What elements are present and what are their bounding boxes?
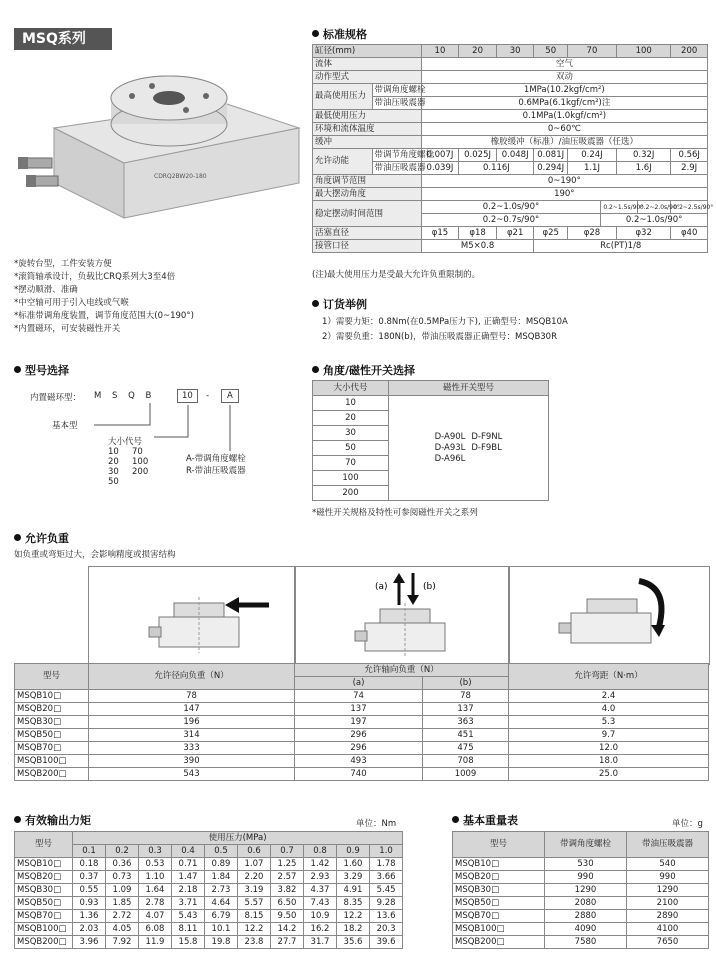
feature-item: *滚筒轴承设计，负载比CRQ系列大3至4倍 bbox=[14, 272, 176, 282]
axial-load-diagram bbox=[294, 566, 510, 665]
torque-cell: 1.36 bbox=[73, 910, 106, 923]
bore-cell: 200 bbox=[671, 45, 708, 58]
spec-value: φ25 bbox=[534, 227, 567, 240]
torque-cell: 31.7 bbox=[304, 936, 337, 949]
spec-value: 空气 bbox=[421, 58, 707, 71]
size-list-1: 10 20 30 50 bbox=[108, 447, 119, 487]
model-cell: MSQB20□ bbox=[15, 871, 73, 884]
spec-value: φ18 bbox=[459, 227, 497, 240]
torque-cell: 0.93 bbox=[73, 897, 106, 910]
torque-cell: 2.72 bbox=[106, 910, 139, 923]
torque-header: 使用压力(MPa) bbox=[73, 832, 403, 845]
torque-cell: 1.78 bbox=[370, 858, 403, 871]
feature-item: *内置磁环，可安装磁性开关 bbox=[14, 324, 121, 334]
label-a: (a) bbox=[375, 582, 388, 592]
spec-value: M5×0.8 bbox=[421, 240, 534, 253]
option-r-label: R-带油压吸震器 bbox=[186, 466, 246, 476]
torque-cell: 4.07 bbox=[139, 910, 172, 923]
bore-cell: 70 bbox=[567, 45, 616, 58]
torque-unit: 单位：Nm bbox=[356, 819, 397, 829]
switch-table bbox=[312, 380, 549, 501]
torque-cell: 2.20 bbox=[238, 871, 271, 884]
torque-cell: 16.2 bbox=[304, 923, 337, 936]
torque-cell: 23.8 bbox=[238, 936, 271, 949]
order-title: 订货举例 bbox=[312, 296, 367, 312]
torque-cell: 0.36 bbox=[106, 858, 139, 871]
torque-cell: 1.60 bbox=[337, 858, 370, 871]
spec-value: 0.1MPa(1.0kgf/cm²) bbox=[421, 110, 707, 123]
size-box: 10 bbox=[177, 389, 198, 403]
torque-cell: 0.55 bbox=[73, 884, 106, 897]
switch-header: 大小代号 bbox=[313, 381, 389, 396]
torque-cell: 20.3 bbox=[370, 923, 403, 936]
weight-header: 带调角度螺栓 bbox=[545, 832, 627, 858]
option-box: A bbox=[221, 389, 239, 403]
spec-value: 1.6J bbox=[617, 162, 671, 175]
load-header: 允许径向负重（N） bbox=[89, 664, 295, 690]
weight-table: 型号 带调角度螺栓 带油压吸震器 MSQB10□ 530 540 MSQB20□ 990 990 MSQB30□ 1290 1290 MSQB50□ 2080 2100 MSQB70□ 2880 2890 MSQB100□ 4090 4100 MSQB200□ 7580 7650 bbox=[452, 831, 709, 949]
bullet-icon bbox=[312, 30, 319, 37]
spec-value: 0.56J bbox=[671, 149, 708, 162]
spec-value: 双动 bbox=[421, 71, 707, 84]
torque-cell: 2.57 bbox=[271, 871, 304, 884]
torque-cell: 2.03 bbox=[73, 923, 106, 936]
torque-cell: 3.96 bbox=[73, 936, 106, 949]
torque-row bbox=[15, 910, 403, 923]
torque-cell: 6.79 bbox=[205, 910, 238, 923]
torque-cell: 39.6 bbox=[370, 936, 403, 949]
pressure-header: 1.0 bbox=[370, 845, 403, 858]
prefix-label: 内置磁环型： bbox=[30, 393, 82, 403]
torque-cell: 10.9 bbox=[304, 910, 337, 923]
spec-label: 缓冲 bbox=[313, 136, 422, 149]
torque-cell: 7.92 bbox=[106, 936, 139, 949]
torque-row bbox=[15, 897, 403, 910]
spec-value: 0.6MPa(6.1kgf/cm²)注 bbox=[421, 97, 707, 110]
torque-cell: 3.66 bbox=[370, 871, 403, 884]
specs-title: 标准规格 bbox=[312, 26, 367, 42]
bullet-icon bbox=[452, 816, 459, 823]
pressure-header: 0.9 bbox=[337, 845, 370, 858]
spec-label: 接管口径 bbox=[313, 240, 422, 253]
torque-cell: 6.50 bbox=[271, 897, 304, 910]
torque-title: 有效输出力矩 bbox=[14, 812, 91, 828]
model-cell: MSQB70□ bbox=[15, 910, 73, 923]
torque-cell: 2.73 bbox=[205, 884, 238, 897]
spec-value: φ15 bbox=[421, 227, 459, 240]
feature-item: *旋转台型，工件安装方便 bbox=[14, 259, 112, 269]
radial-load-diagram bbox=[88, 566, 296, 665]
torque-cell: 8.11 bbox=[172, 923, 205, 936]
torque-cell: 3.29 bbox=[337, 871, 370, 884]
torque-cell: 0.71 bbox=[172, 858, 205, 871]
specs-note: (注)最大使用压力是受最大允许负重限制的。 bbox=[312, 270, 481, 280]
size-cell: 100 bbox=[313, 471, 389, 486]
weight-header: 带油压吸震器 bbox=[627, 832, 709, 858]
torque-row bbox=[15, 923, 403, 936]
torque-cell: 8.15 bbox=[238, 910, 271, 923]
moment-load-diagram bbox=[508, 566, 710, 665]
spec-value: Rc(PT)1/8 bbox=[534, 240, 708, 253]
model-select-title: 型号选择 bbox=[14, 362, 69, 378]
spec-sublabel: 带调节角度螺栓 bbox=[372, 149, 421, 162]
model-cell: MSQB200□ bbox=[15, 936, 73, 949]
torque-cell: 11.9 bbox=[139, 936, 172, 949]
load-header: (b) bbox=[423, 677, 509, 690]
load-table: 型号 允许径向负重（N） 允许轴向负重（N） 允许弯距（N·m） (a) (b) MSQB10□ 78 74 78 2.4 MSQB20□ 147 137 137 4.0 MSQB30□ 196 197 363 5.3 MSQB50□ 314 296 451 9.7 MSQB70□ 333 296 475 12.0 MSQB100□ 390 493 708 18.0 MSQB200□ 543 740 1009 25.0 bbox=[14, 663, 709, 781]
spec-value: φ28 bbox=[567, 227, 616, 240]
torque-cell: 8.35 bbox=[337, 897, 370, 910]
pressure-header: 0.1 bbox=[73, 845, 106, 858]
page-title: MSQ系列 bbox=[14, 28, 112, 50]
torque-cell: 2.93 bbox=[304, 871, 337, 884]
torque-row bbox=[15, 871, 403, 884]
spec-sublabel: 带油压吸震器 bbox=[372, 162, 421, 175]
torque-cell: 12.2 bbox=[337, 910, 370, 923]
order-line: 2）需要负重：180N(b)，带油压吸震器正确型号：MSQB30R bbox=[322, 332, 557, 342]
weight-title: 基本重量表 bbox=[452, 812, 518, 828]
pressure-header: 0.8 bbox=[304, 845, 337, 858]
pressure-header: 0.7 bbox=[271, 845, 304, 858]
spec-value: 190° bbox=[421, 188, 707, 201]
spec-label: 活塞直径 bbox=[313, 227, 422, 240]
torque-cell: 5.57 bbox=[238, 897, 271, 910]
product-image bbox=[14, 58, 304, 240]
torque-row bbox=[15, 936, 403, 949]
load-title: 允许负重 bbox=[14, 530, 69, 546]
spec-value: 0.048J bbox=[496, 149, 534, 162]
feature-list bbox=[14, 258, 304, 336]
spec-value: φ21 bbox=[496, 227, 534, 240]
spec-label: 最高使用压力 bbox=[313, 84, 373, 110]
torque-cell: 1.07 bbox=[238, 858, 271, 871]
torque-cell: 1.85 bbox=[106, 897, 139, 910]
spec-value: 0.24J bbox=[567, 149, 616, 162]
spec-value: 橡胶缓冲（标准）/油压吸震器（任选） bbox=[421, 136, 707, 149]
spec-value: 0.2~1.5s/90° bbox=[601, 201, 638, 214]
bullet-icon bbox=[312, 366, 319, 373]
torque-cell: 1.09 bbox=[106, 884, 139, 897]
torque-cell: 3.19 bbox=[238, 884, 271, 897]
specs-table bbox=[312, 44, 714, 253]
spec-sublabel: 带油压吸震器 bbox=[372, 97, 421, 110]
switch-header: 磁性开关型号 bbox=[389, 381, 549, 396]
bore-cell: 10 bbox=[421, 45, 459, 58]
load-header: (a) bbox=[295, 677, 423, 690]
order-line: 1）需要力矩：0.8Nm(在0.5MPa压力下), 正确型号：MSQB10A bbox=[322, 317, 568, 327]
size-cell: 10 bbox=[313, 396, 389, 411]
connector-lines bbox=[14, 385, 304, 495]
torque-cell: 5.43 bbox=[172, 910, 205, 923]
torque-cell: 3.82 bbox=[271, 884, 304, 897]
spec-label: 角度调节范围 bbox=[313, 175, 422, 188]
size-cell: 50 bbox=[313, 441, 389, 456]
product-label: CDRQ2BW20-180 bbox=[154, 173, 207, 180]
torque-cell: 4.05 bbox=[106, 923, 139, 936]
torque-cell: 19.8 bbox=[205, 936, 238, 949]
torque-cell: 0.73 bbox=[106, 871, 139, 884]
spec-value: 0.2~0.7s/90° bbox=[421, 214, 601, 227]
feature-item: *中空轴可用于引入电线或气喉 bbox=[14, 298, 129, 308]
torque-cell: 27.7 bbox=[271, 936, 304, 949]
spec-value: 2.9J bbox=[671, 162, 708, 175]
torque-cell: 1.42 bbox=[304, 858, 337, 871]
load-header: 允许轴向负重（N） bbox=[295, 664, 509, 677]
spec-value: 0~60℃ bbox=[421, 123, 707, 136]
torque-cell: 1.10 bbox=[139, 871, 172, 884]
torque-cell: 0.37 bbox=[73, 871, 106, 884]
torque-cell: 0.89 bbox=[205, 858, 238, 871]
torque-cell: 1.47 bbox=[172, 871, 205, 884]
spec-value: 0.025J bbox=[459, 149, 497, 162]
bullet-icon bbox=[312, 300, 319, 307]
model-code-diagram bbox=[14, 385, 304, 495]
torque-cell: 15.8 bbox=[172, 936, 205, 949]
size-cell: 70 bbox=[313, 456, 389, 471]
spec-value: 0.007J bbox=[421, 149, 459, 162]
spec-label: 允许动能 bbox=[313, 149, 373, 175]
load-subtitle: 如负重或弯矩过大，会影响精度或损害结构 bbox=[14, 550, 176, 560]
torque-cell: 4.37 bbox=[304, 884, 337, 897]
torque-cell: 0.53 bbox=[139, 858, 172, 871]
torque-cell: 9.50 bbox=[271, 910, 304, 923]
torque-header: 型号 bbox=[15, 832, 73, 858]
torque-cell: 1.64 bbox=[139, 884, 172, 897]
torque-cell: 18.2 bbox=[337, 923, 370, 936]
model-cell: MSQB30□ bbox=[15, 884, 73, 897]
torque-cell: 12.2 bbox=[238, 923, 271, 936]
spec-value: φ40 bbox=[671, 227, 708, 240]
option-a-label: A-带调角度螺栓 bbox=[186, 454, 246, 464]
spec-label: 稳定摆动时间范围 bbox=[313, 201, 422, 227]
spec-value: 0.116J bbox=[459, 162, 534, 175]
model-cell: MSQB50□ bbox=[15, 897, 73, 910]
spec-label: 最大摆动角度 bbox=[313, 188, 422, 201]
torque-cell: 0.18 bbox=[73, 858, 106, 871]
weight-header: 型号 bbox=[453, 832, 545, 858]
model-cell: MSQB100□ bbox=[15, 923, 73, 936]
torque-row bbox=[15, 884, 403, 897]
torque-cell: 5.45 bbox=[370, 884, 403, 897]
size-cell: 200 bbox=[313, 486, 389, 501]
spec-header: 缸径(mm) bbox=[313, 45, 422, 58]
spec-sublabel: 带调角度螺栓 bbox=[372, 84, 421, 97]
spec-value: 0.039J bbox=[421, 162, 459, 175]
torque-cell: 1.84 bbox=[205, 871, 238, 884]
model-cell: MSQB10□ bbox=[15, 858, 73, 871]
spec-label: 环境和流体温度 bbox=[313, 123, 422, 136]
bore-cell: 30 bbox=[496, 45, 534, 58]
torque-cell: 1.25 bbox=[271, 858, 304, 871]
bore-cell: 20 bbox=[459, 45, 497, 58]
spec-value: 0.2~2.5s/90° bbox=[671, 201, 708, 214]
torque-cell: 2.78 bbox=[139, 897, 172, 910]
spec-value: 0~190° bbox=[421, 175, 707, 188]
torque-cell: 4.91 bbox=[337, 884, 370, 897]
size-cell: 20 bbox=[313, 411, 389, 426]
pressure-header: 0.5 bbox=[205, 845, 238, 858]
spec-value: 0.32J bbox=[617, 149, 671, 162]
pressure-header: 0.6 bbox=[238, 845, 271, 858]
torque-cell: 9.28 bbox=[370, 897, 403, 910]
weight-unit: 单位：g bbox=[672, 819, 703, 829]
label-b: (b) bbox=[423, 582, 436, 592]
torque-cell: 35.6 bbox=[337, 936, 370, 949]
bullet-icon bbox=[14, 366, 21, 373]
torque-cell: 4.64 bbox=[205, 897, 238, 910]
pressure-header: 0.4 bbox=[172, 845, 205, 858]
torque-cell: 14.2 bbox=[271, 923, 304, 936]
torque-cell: 10.1 bbox=[205, 923, 238, 936]
spec-value: 0.2~2.0s/90° bbox=[637, 201, 670, 214]
feature-item: *标准带调角度装置，调节角度范围大(0~190°) bbox=[14, 311, 194, 321]
spec-value: 1MPa(10.2kgf/cm²) bbox=[421, 84, 707, 97]
switch-note: *磁性开关规格及特性可参阅磁性开关之系列 bbox=[312, 508, 478, 518]
torque-cell: 2.18 bbox=[172, 884, 205, 897]
bullet-icon bbox=[14, 534, 21, 541]
spec-value: 1.1J bbox=[567, 162, 616, 175]
model-code: M S Q B bbox=[94, 391, 156, 401]
feature-item: *摆动顺滑、准确 bbox=[14, 285, 78, 295]
size-list-2: 70 100 200 bbox=[132, 447, 149, 477]
torque-table bbox=[14, 831, 403, 949]
pressure-header: 0.2 bbox=[106, 845, 139, 858]
load-header: 允许弯距（N·m） bbox=[509, 664, 709, 690]
spec-value: 0.2~1.0s/90° bbox=[601, 214, 708, 227]
dash: - bbox=[206, 391, 210, 401]
spec-value: 0.081J bbox=[534, 149, 567, 162]
switch-select-title: 角度/磁性开关选择 bbox=[312, 362, 415, 378]
spec-value: φ32 bbox=[617, 227, 671, 240]
torque-cell: 3.71 bbox=[172, 897, 205, 910]
torque-cell: 7.43 bbox=[304, 897, 337, 910]
spec-label: 流体 bbox=[313, 58, 422, 71]
bore-cell: 50 bbox=[534, 45, 567, 58]
size-code-label: 大小代号 bbox=[108, 437, 143, 447]
torque-cell: 13.6 bbox=[370, 910, 403, 923]
size-cell: 30 bbox=[313, 426, 389, 441]
spec-value: 0.294J bbox=[534, 162, 567, 175]
spec-value: 0.2~1.0s/90° bbox=[421, 201, 601, 214]
pressure-header: 0.3 bbox=[139, 845, 172, 858]
load-header: 型号 bbox=[15, 664, 89, 690]
torque-cell: 6.08 bbox=[139, 923, 172, 936]
bore-cell: 100 bbox=[617, 45, 671, 58]
bullet-icon bbox=[14, 816, 21, 823]
base-type-label: 基本型 bbox=[52, 421, 78, 431]
spec-label: 动作型式 bbox=[313, 71, 422, 84]
switch-models: D-A90L D-A93L D-A96L D-F9NL D-F9BL bbox=[389, 396, 549, 501]
spec-label: 最低使用压力 bbox=[313, 110, 422, 123]
torque-row bbox=[15, 858, 403, 871]
